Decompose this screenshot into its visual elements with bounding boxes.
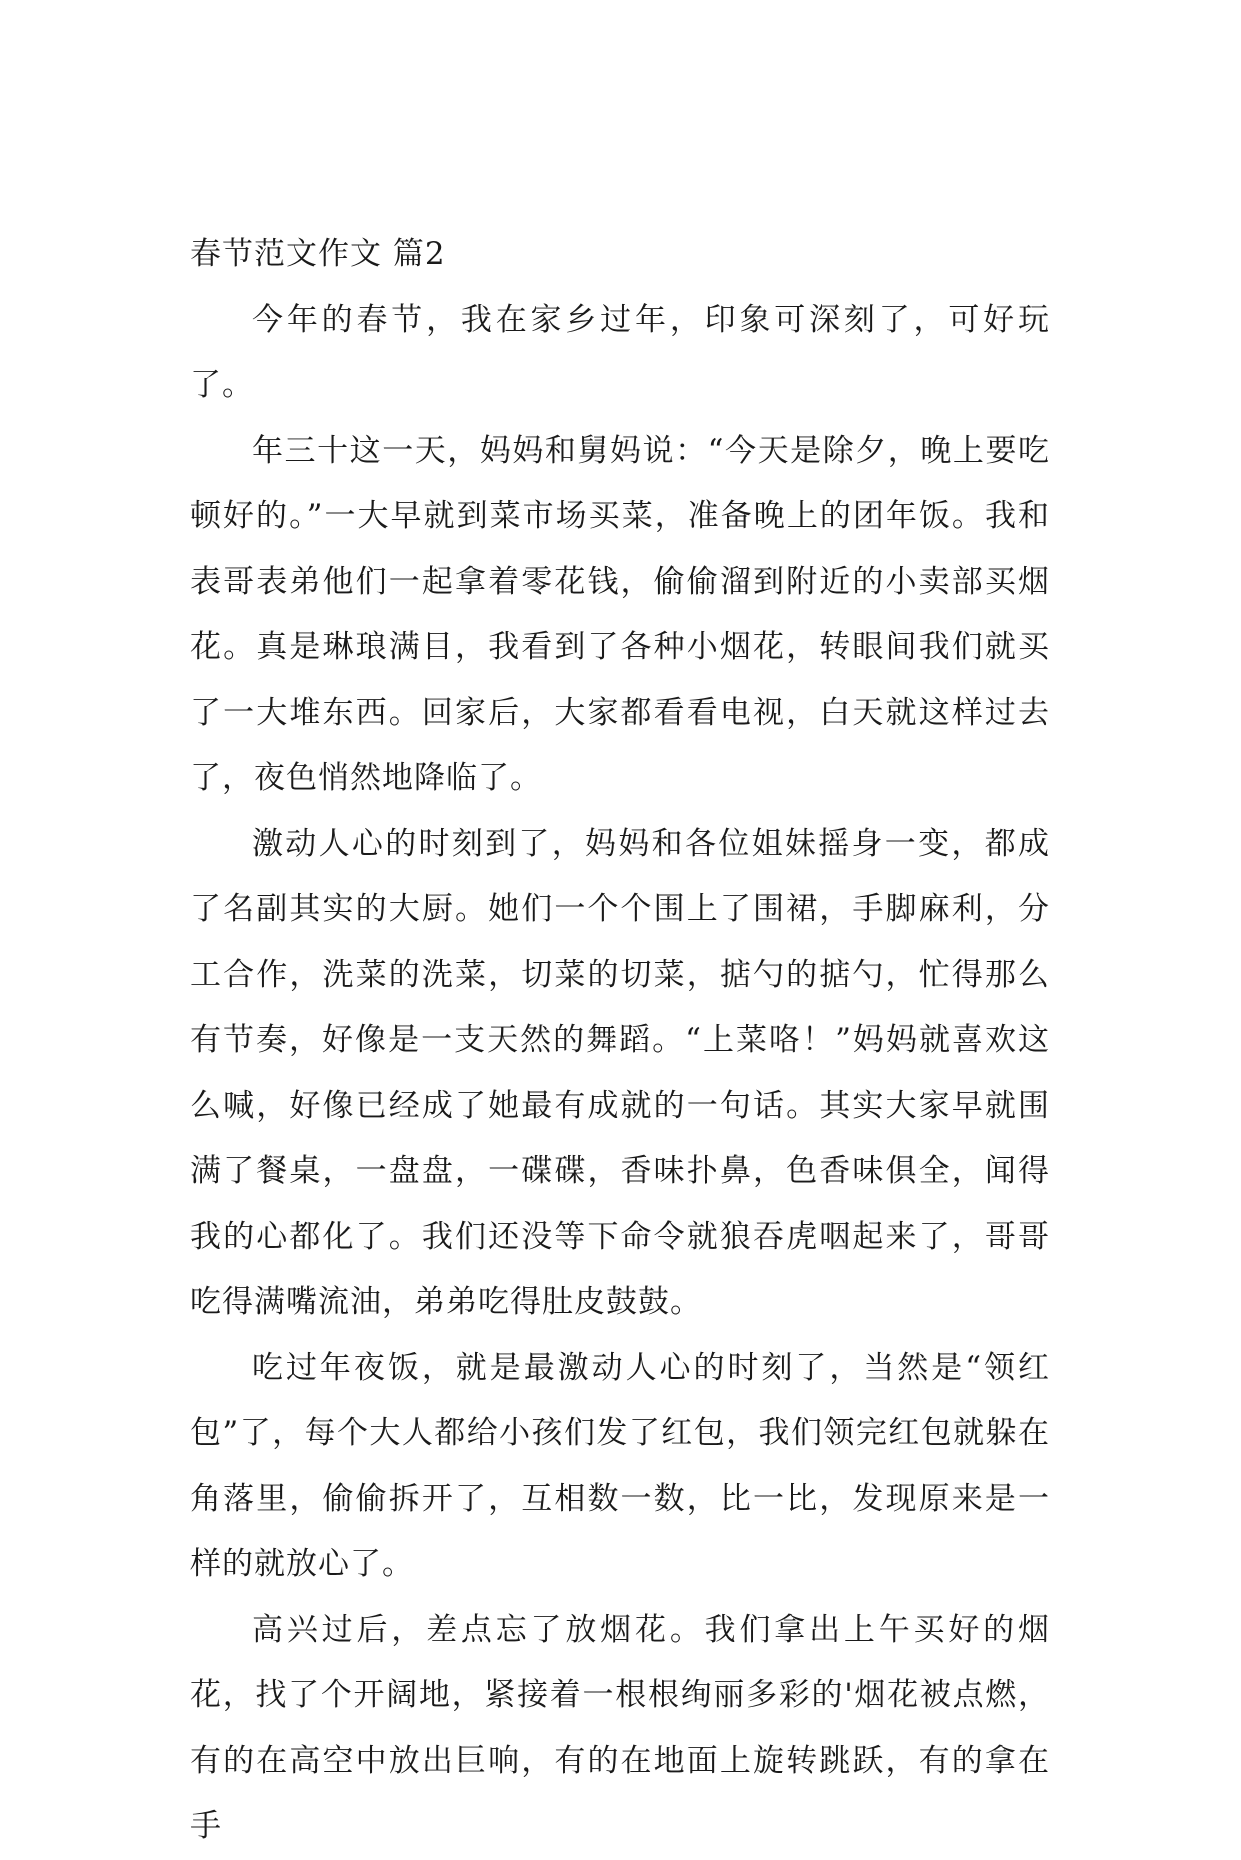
- paragraph-4: 吃过年夜饭，就是最激动人心的时刻了，当然是“领红包”了，每个大人都给小孩们发了红包，我们领完红包就躲在角落里，偷偷拆开了，互相数一数，比一比，发现原来是一样的就放心了。: [190, 1349, 1050, 1582]
- paragraph-2: 年三十这一天，妈妈和舅妈说：“今天是除夕，晚上要吃顿好的。”一大早就到菜市场买菜，准备晚上的团年饭。我和表哥表弟他们一起拿着零花钱，偷偷溜到附近的小卖部买烟花。真是琳琅满目，我看到了各种小烟花，转眼间我们就买了一大堆东西。回家后，大家都看看电视，白天就这样过去了，夜色悄然地降临了。: [190, 432, 1050, 796]
- document-body: [190, 222, 1050, 1860]
- paragraph-1: 今年的春节，我在家乡过年，印象可深刻了，可好玩了。: [190, 301, 1050, 403]
- paragraph-5: 高兴过后，差点忘了放烟花。我们拿出上午买好的烟花，找了个开阔地，紧接着一根根绚丽多彩的'烟花被点燃，有的在高空中放出巨响，有的在地面上旋转跳跃，有的拿在手: [190, 1611, 1050, 1844]
- paragraph-3: 激动人心的时刻到了，妈妈和各位姐妹摇身一变，都成了名副其实的大厨。她们一个个围上了围裙，手脚麻利，分工合作，洗菜的洗菜，切菜的切菜，掂勺的掂勺，忙得那么有节奏，好像是一支天然的舞蹈。“上菜咯！”妈妈就喜欢这么喊，好像已经成了她最有成就的一句话。其实大家早就围满了餐桌，一盘盘，一碟碟，香味扑鼻，色香味俱全，闻得我的心都化了。我们还没等下命令就狼吞虎咽起来了，哥哥吃得满嘴流油，弟弟吃得肚皮鼓鼓。: [190, 825, 1050, 1320]
- document-title: 春节范文作文 篇2: [190, 236, 446, 272]
